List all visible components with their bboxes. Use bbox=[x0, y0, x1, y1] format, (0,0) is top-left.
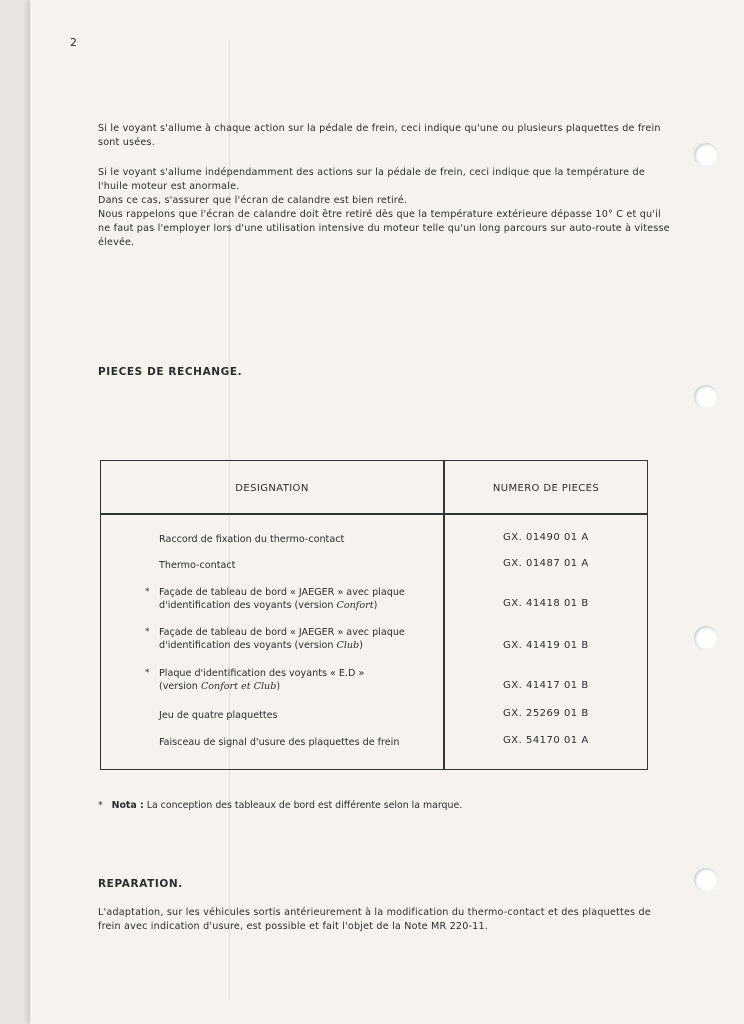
page-number: 2 bbox=[70, 36, 77, 49]
table-row-designation bbox=[159, 736, 439, 749]
designation-text: Faisceau de signal d'usure des plaquettes de frein bbox=[159, 737, 400, 748]
intro-paragraph-2 bbox=[98, 166, 673, 250]
version-name: Club bbox=[336, 640, 360, 651]
header-divider bbox=[101, 513, 647, 515]
designation-text: Jeu de quatre plaquettes bbox=[159, 710, 278, 721]
column-divider bbox=[443, 461, 445, 769]
binder-hole bbox=[694, 626, 718, 650]
table-row-designation bbox=[159, 559, 439, 572]
version-name: Confort bbox=[336, 600, 374, 611]
designation-text-line-2: d'identification des voyants (version Club) bbox=[159, 640, 363, 651]
table-row-number: GX. 54170 01 A bbox=[503, 735, 589, 746]
table-row-designation bbox=[145, 586, 439, 612]
reparation-paragraph: L'adaptation, sur les véhicules sortis antérieurement à la modification du thermo-contact et des plaquettes de frein avec indication d'usure, est possible et fait l'objet de la Note MR 220-11. bbox=[98, 907, 651, 932]
reparation-heading: REPARATION. bbox=[98, 878, 183, 890]
intro-line: Dans ce cas, s'assurer que l'écran de calandre est bien retiré. bbox=[98, 195, 408, 206]
asterisk-mark: * bbox=[145, 587, 150, 597]
header-designation: DESIGNATION bbox=[235, 483, 309, 494]
table-row-number: GX. 41418 01 B bbox=[503, 598, 589, 609]
table-row-number: GX. 01490 01 A bbox=[503, 532, 589, 543]
table-row-number: GX. 41417 01 B bbox=[503, 680, 589, 691]
header-part-number: NUMERO DE PIECES bbox=[492, 483, 600, 494]
intro-line: Nous rappelons que l'écran de calandre doit être retiré dès que la température extérieure dépasse 10° C et qu'il ne faut pas l'employer lors d'une utilisation intensive du moteur telle qu'un long parcours sur auto-route à vitesse élevée. bbox=[98, 209, 670, 248]
table-row-number: GX. 25269 01 B bbox=[503, 708, 589, 719]
nota-asterisk: * bbox=[98, 800, 103, 811]
table-row-designation bbox=[159, 709, 439, 722]
parts-table bbox=[100, 460, 648, 770]
designation-text: Plaque d'identification des voyants « E.D » bbox=[159, 668, 365, 679]
table-row-number: GX. 41419 01 B bbox=[503, 640, 589, 651]
document-page bbox=[30, 0, 744, 1024]
designation-text-line-2: d'identification des voyants (version Confort) bbox=[159, 600, 378, 611]
nota-footnote bbox=[98, 800, 462, 811]
nota-text: La conception des tableaux de bord est différente selon la marque. bbox=[146, 800, 463, 811]
designation-text: Thermo-contact bbox=[159, 560, 236, 571]
table-row-number: GX. 01487 01 A bbox=[503, 558, 589, 569]
designation-text: Façade de tableau de bord « JAEGER » avec plaque bbox=[159, 587, 405, 598]
binder-hole bbox=[694, 143, 718, 167]
table-row-designation bbox=[145, 626, 439, 652]
pieces-heading: PIECES DE RECHANGE. bbox=[98, 366, 243, 378]
designation-text: Façade de tableau de bord « JAEGER » avec plaque bbox=[159, 627, 405, 638]
designation-text-line-2: (version Confort et Club) bbox=[159, 681, 281, 692]
intro-paragraph-1: Si le voyant s'allume à chaque action sur la pédale de frein, ceci indique qu'une ou plusieurs plaquettes de frein sont usées. bbox=[98, 123, 661, 148]
table-row-designation bbox=[145, 667, 439, 693]
table-row-designation bbox=[159, 533, 439, 546]
binder-hole bbox=[694, 385, 718, 409]
version-name: Confort et Club bbox=[200, 681, 277, 692]
binder-hole bbox=[694, 868, 718, 892]
nota-label: Nota : bbox=[111, 800, 144, 811]
intro-line: Si le voyant s'allume indépendamment des actions sur la pédale de frein, ceci indique que la température de l'huile moteur est anormale. bbox=[98, 167, 645, 192]
designation-text: Raccord de fixation du thermo-contact bbox=[159, 534, 345, 545]
asterisk-mark: * bbox=[145, 627, 150, 637]
asterisk-mark: * bbox=[145, 668, 150, 678]
